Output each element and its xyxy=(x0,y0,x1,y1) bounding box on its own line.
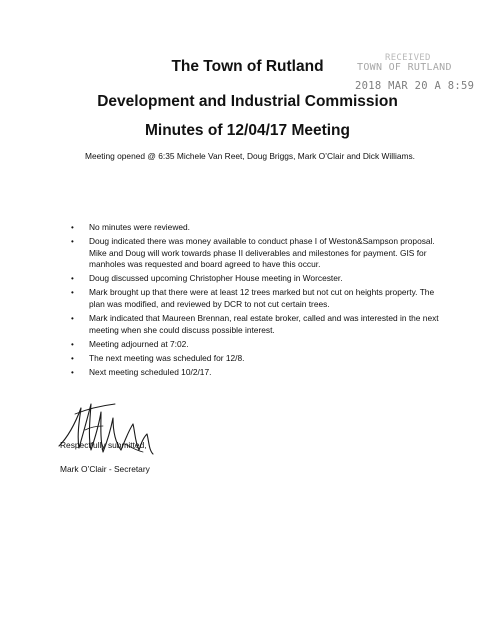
bullet-icon: • xyxy=(71,368,74,378)
closing-label: Respectfully submitted, xyxy=(60,440,147,450)
bullet-icon: • xyxy=(71,223,74,232)
signer-name: Mark O’Clair - Secretary xyxy=(60,464,150,474)
stamp-received: RECEIVED xyxy=(385,53,431,63)
stamp-date: 2018 MAR 20 A 8:59 xyxy=(355,80,475,92)
list-item xyxy=(71,367,441,379)
town-title: The Town of Rutland xyxy=(171,58,324,75)
bullet-icon: • xyxy=(71,353,74,363)
minutes-list xyxy=(71,222,441,381)
bullet-icon: • xyxy=(71,314,74,324)
commission-title: Development and Industrial Commission xyxy=(97,93,398,110)
list-item-text: The next meeting was scheduled for 12/8. xyxy=(89,352,245,363)
handwritten-signature xyxy=(55,400,165,460)
received-stamp xyxy=(355,53,475,92)
list-item-text: Next meeting scheduled 10/2/17. xyxy=(89,367,212,378)
list-item xyxy=(71,339,441,351)
list-item xyxy=(71,287,441,310)
bullet-icon: • xyxy=(71,237,74,247)
list-item xyxy=(71,236,441,271)
list-item-text: No minutes were reviewed. xyxy=(89,222,191,232)
list-item xyxy=(71,313,441,336)
opening-paragraph: Meeting opened @ 6:35 Michele Van Reet, Doug Briggs, Mark O’Clair and Dick Williams. xyxy=(85,151,415,161)
list-item xyxy=(71,273,441,285)
stamp-town: TOWN OF RUTLAND xyxy=(357,62,452,73)
list-item-text: Meeting adjourned at 7:02. xyxy=(89,338,189,349)
list-item xyxy=(71,353,441,365)
bullet-icon: • xyxy=(71,274,74,284)
bullet-icon: • xyxy=(71,288,74,298)
list-item xyxy=(71,222,441,234)
list-item-text: Doug indicated there was money available to conduct phase I of Weston&Sampson proposal. Mike and Doug will work towards phase II deliverables and milestones for payment. GIS for manholes was requested and board agreed to have this occur. xyxy=(89,236,435,270)
list-item-text: Mark brought up that there were at least 12 trees marked but not cut on heights property. The plan was modified, and reviewed by DCR to not cut certain trees. xyxy=(89,287,435,310)
meeting-title: Minutes of 12/04/17 Meeting xyxy=(145,122,350,139)
bullet-icon: • xyxy=(71,339,74,349)
list-item-text: Doug discussed upcoming Christopher House meeting in Worcester. xyxy=(89,273,343,284)
list-item-text: Mark indicated that Maureen Brennan, real estate broker, called and was interested in the next meeting when she could discuss possible interest. xyxy=(89,313,439,335)
